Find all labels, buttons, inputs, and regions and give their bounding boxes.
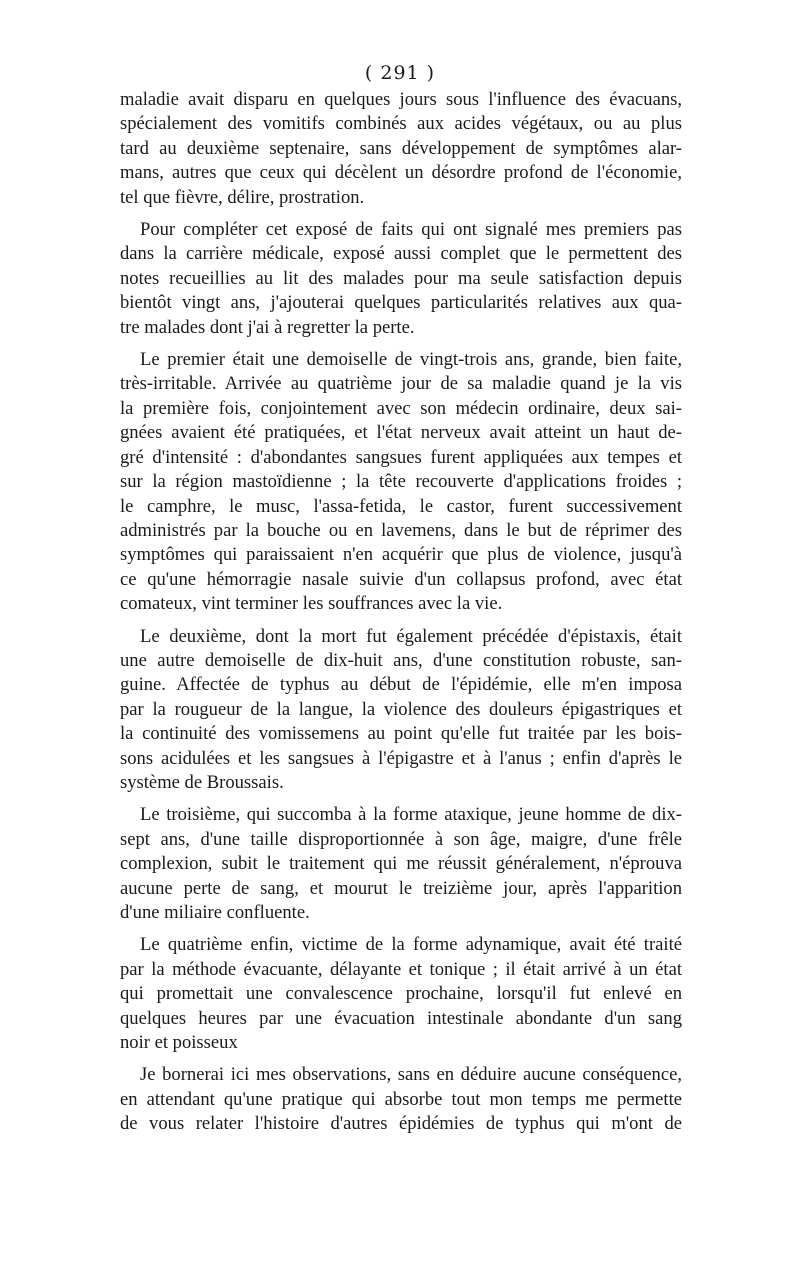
text-line: la première fois, conjointement avec son médecin ordinaire, deux sai- — [120, 397, 682, 419]
text-line: Le deuxième, dont la mort fut également précédée d'épistaxis, était — [140, 625, 682, 647]
text-line: quelques heures par une évacuation intestinale abondante d'un sang — [120, 1007, 682, 1029]
text-line: mans, autres que ceux qui décèlent un désordre profond de l'économie, — [120, 162, 682, 184]
text-line: une autre demoiselle de dix-huit ans, d'une constitution robuste, san- — [120, 649, 682, 671]
body-text — [120, 88, 682, 1137]
text-line: complexion, subit le traitement qui me réussit généralement, n'éprouva — [120, 853, 682, 875]
text-line: tel que fièvre, délire, prostration. — [120, 186, 365, 208]
text-line: sept ans, d'une taille disproportionnée à son âge, maigre, d'une frêle — [120, 828, 682, 850]
text-line: la continuité des vomissemens au point qu'elle fut traitée par les bois- — [120, 723, 682, 745]
text-line: le camphre, le musc, l'assa-fetida, le castor, furent successivement — [120, 495, 682, 517]
paragraph-7 — [120, 1063, 682, 1136]
paragraph-gap — [120, 210, 682, 218]
text-line: gré d'intensité : d'abondantes sangsues furent appliquées aux tempes et — [120, 446, 682, 468]
paragraph-gap — [120, 340, 682, 348]
paragraph-gap — [120, 1055, 682, 1063]
text-line: d'une miliaire confluente. — [120, 902, 310, 923]
text-line: système de Broussais. — [120, 771, 284, 793]
text-line: tard au deuxième septenaire, sans développement de symptômes alar- — [120, 137, 682, 159]
text-line: Je bornerai ici mes observations, sans en déduire aucune conséquence, — [140, 1064, 682, 1086]
text-line: spécialement des vomitifs combinés aux acides végétaux, ou au plus — [120, 113, 682, 135]
text-line: guine. Affectée de typhus au début de l'épidémie, elle m'en imposa — [120, 674, 682, 696]
text-line: comateux, vint terminer les souffrances avec la vie. — [120, 593, 503, 615]
paragraph-3 — [120, 348, 682, 616]
text-line: administrés par la bouche ou en lavemens, dans le but de réprimer des — [120, 519, 682, 541]
text-line: par la rougueur de la langue, la violence des douleurs épigastriques et — [120, 698, 682, 720]
text-line: sur la région mastoïdienne ; la tête recouverte d'applications froides ; — [120, 471, 682, 493]
paragraph-gap — [120, 795, 682, 803]
text-line: maladie avait disparu en quelques jours sous l'influence des évacuans, — [120, 89, 682, 110]
text-line: Pour compléter cet exposé de faits qui ont signalé mes premiers pas — [140, 219, 682, 241]
text-line: noir et poisseux — [120, 1032, 238, 1054]
paragraph-1 — [120, 88, 682, 210]
text-line: Le premier était une demoiselle de vingt-trois ans, grande, bien faite, — [140, 349, 682, 371]
paragraph-5 — [120, 803, 682, 925]
text-line: gnées avaient été pratiquées, et l'état nerveux avait atteint un haut de- — [120, 422, 682, 444]
text-line: aucune perte de sang, et mourut le treizième jour, après l'apparition — [120, 877, 682, 899]
text-line: sons acidulées et les sangsues à l'épigastre et à l'anus ; enfin d'après le — [120, 747, 682, 769]
paragraph-gap — [120, 617, 682, 625]
text-line: ce qu'une hémorragie nasale suivie d'un collapsus profond, avec état — [120, 568, 682, 590]
text-line: en attendant qu'une pratique qui absorbe tout mon temps me permette — [120, 1088, 682, 1110]
text-line: notes recueillies au lit des malades pour ma seule satisfaction depuis — [120, 267, 682, 289]
text-line: tre malades dont j'ai à regretter la perte. — [120, 316, 415, 338]
text-line: Le quatrième enfin, victime de la forme adynamique, avait été traité — [140, 934, 682, 956]
paragraph-4 — [120, 625, 682, 796]
text-line: dans la carrière médicale, exposé aussi complet que le permettent des — [120, 243, 682, 265]
text-line: Le troisième, qui succomba à la forme ataxique, jeune homme de dix- — [140, 804, 682, 826]
text-line: par la méthode évacuante, délayante et tonique ; il était arrivé à un état — [120, 958, 682, 980]
text-line: bientôt vingt ans, j'ajouterai quelques particularités relatives aux qua- — [120, 292, 682, 314]
paragraph-6 — [120, 933, 682, 1055]
text-line: très-irritable. Arrivée au quatrième jour de sa maladie quand je la vis — [120, 373, 682, 395]
paragraph-2 — [120, 218, 682, 340]
text-line: de vous relater l'histoire d'autres épidémies de typhus qui m'ont de — [120, 1113, 682, 1135]
text-line: qui promettait une convalescence prochaine, lorsqu'il fut enlevé en — [120, 983, 682, 1005]
page-number: ( 291 ) — [364, 62, 436, 84]
paragraph-gap — [120, 925, 682, 933]
text-line: symptômes qui paraissaient n'en acquérir que plus de violence, jusqu'à — [120, 544, 682, 566]
